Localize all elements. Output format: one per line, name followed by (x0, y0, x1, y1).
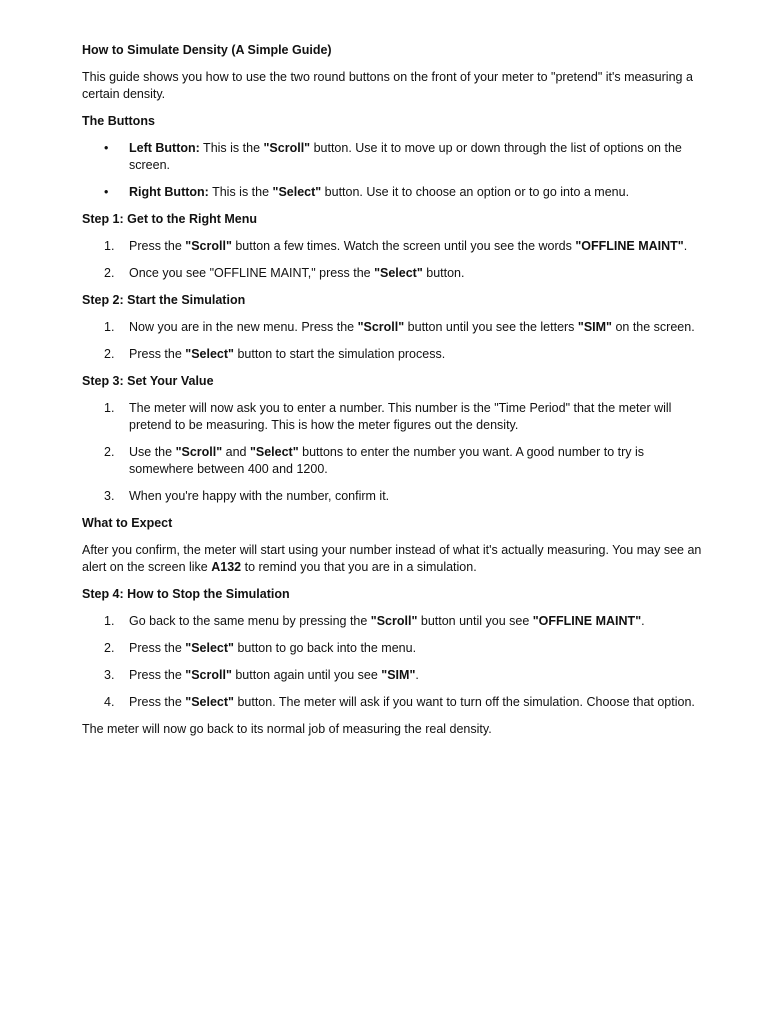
list-item (82, 488, 708, 505)
step1-heading: Step 1: Get to the Right Menu (82, 212, 257, 226)
item-text: and (222, 445, 250, 459)
step-number: 2. (104, 445, 115, 459)
item-text: Once you see "OFFLINE MAINT," press the (129, 266, 375, 280)
step-number: 2. (104, 347, 115, 361)
item-text: buttons to enter the number you want. A good number to try is somewhere between 400 and 1200. (129, 445, 644, 476)
bullet-icon: • (104, 141, 109, 155)
item-text: button to go back into the menu. (233, 641, 417, 655)
item-text: . (683, 239, 688, 253)
closing-paragraph: The meter will now go back to its normal job of measuring the real density. (82, 722, 492, 736)
list-item (82, 265, 708, 282)
item-strong: "Select" (249, 445, 299, 459)
buttons-heading: The Buttons (82, 114, 155, 128)
list-item (82, 694, 708, 711)
item-text: button to start the simulation process. (233, 347, 446, 361)
item-strong: "Select" (272, 185, 322, 199)
item-text: button. Use it to choose an option or to go into a menu. (321, 185, 630, 199)
step-number: 1. (104, 239, 115, 253)
step1-list (82, 238, 708, 282)
step4-heading: Step 4: How to Stop the Simulation (82, 587, 290, 601)
item-text: Press the (129, 695, 186, 709)
item-text: on the screen. (611, 320, 695, 334)
item-text: Go back to the same menu by pressing the (129, 614, 371, 628)
step2-list (82, 319, 708, 363)
paragraph-text: After you confirm, the meter will start using your number instead of what it's actually measuring. You may see an alert on the screen like (82, 543, 702, 574)
step-number: 2. (104, 641, 115, 655)
item-strong: "Select" (185, 347, 234, 361)
list-item (82, 613, 708, 630)
item-strong: "Scroll" (185, 239, 232, 253)
item-strong: "Scroll" (175, 445, 223, 459)
step3-heading: Step 3: Set Your Value (82, 374, 214, 388)
list-item (82, 346, 708, 363)
list-item (82, 400, 708, 434)
item-text: Press the (129, 239, 186, 253)
list-item (82, 184, 708, 201)
paragraph-text: to remind you that you are in a simulation. (241, 560, 477, 574)
step-number: 1. (104, 401, 115, 415)
list-item (82, 140, 708, 174)
item-text: button. The meter will ask if you want to turn off the simulation. Choose that option. (233, 695, 695, 709)
item-strong: "OFFLINE MAINT" (575, 239, 684, 253)
item-strong: "Scroll" (263, 141, 311, 155)
alert-code: A132 (211, 560, 242, 574)
bullet-icon: • (104, 185, 109, 199)
step-number: 1. (104, 614, 115, 628)
item-label: Right Button: (129, 185, 209, 199)
item-strong: "Select" (185, 695, 234, 709)
item-strong: "SIM" (381, 668, 416, 682)
item-text: This is the (208, 185, 273, 199)
item-strong: "SIM" (577, 320, 612, 334)
item-text: button. Use it to move up or down through the list of options on the screen. (129, 141, 682, 172)
step-number: 1. (104, 320, 115, 334)
item-text: This is the (199, 141, 264, 155)
item-strong: "Scroll" (357, 320, 405, 334)
item-text: Press the (129, 641, 186, 655)
step-number: 2. (104, 266, 115, 280)
step-number: 4. (104, 695, 115, 709)
item-text: The meter will now ask you to enter a number. This number is the "Time Period" that the meter will pretend to be measuring. This is how the meter figures out the density. (129, 401, 672, 432)
document-title: How to Simulate Density (A Simple Guide) (82, 43, 332, 57)
step3-list (82, 400, 708, 505)
item-text: Now you are in the new menu. Press the (129, 320, 358, 334)
intro-paragraph: This guide shows you how to use the two round buttons on the front of your meter to "pretend" it's measuring a certain density. (82, 70, 693, 101)
list-item (82, 238, 708, 255)
item-text: Press the (129, 668, 186, 682)
item-strong: "Select" (185, 641, 234, 655)
item-strong: "Scroll" (370, 614, 418, 628)
item-text: button until you see the letters (404, 320, 578, 334)
list-item (82, 444, 708, 478)
list-item (82, 640, 708, 657)
item-text: . (415, 668, 419, 682)
step2-heading: Step 2: Start the Simulation (82, 293, 246, 307)
item-text: When you're happy with the number, confirm it. (129, 489, 390, 503)
item-label: Left Button: (129, 141, 200, 155)
item-text: Press the (129, 347, 186, 361)
expect-heading: What to Expect (82, 516, 173, 530)
step-number: 3. (104, 668, 115, 682)
item-text: button again until you see (231, 668, 382, 682)
item-text: button until you see (417, 614, 533, 628)
step-number: 3. (104, 489, 115, 503)
item-strong: "OFFLINE MAINT" (532, 614, 642, 628)
list-item (82, 319, 708, 336)
item-strong: "Scroll" (185, 668, 232, 682)
step4-list (82, 613, 708, 711)
item-text: . (641, 614, 645, 628)
item-text: Use the (129, 445, 176, 459)
list-item (82, 667, 708, 684)
document-page (82, 42, 708, 748)
expect-paragraph (82, 542, 708, 576)
buttons-list (82, 140, 708, 201)
item-strong: "Select" (374, 266, 423, 280)
item-text: button. (422, 266, 465, 280)
item-text: button a few times. Watch the screen until you see the words (231, 239, 576, 253)
